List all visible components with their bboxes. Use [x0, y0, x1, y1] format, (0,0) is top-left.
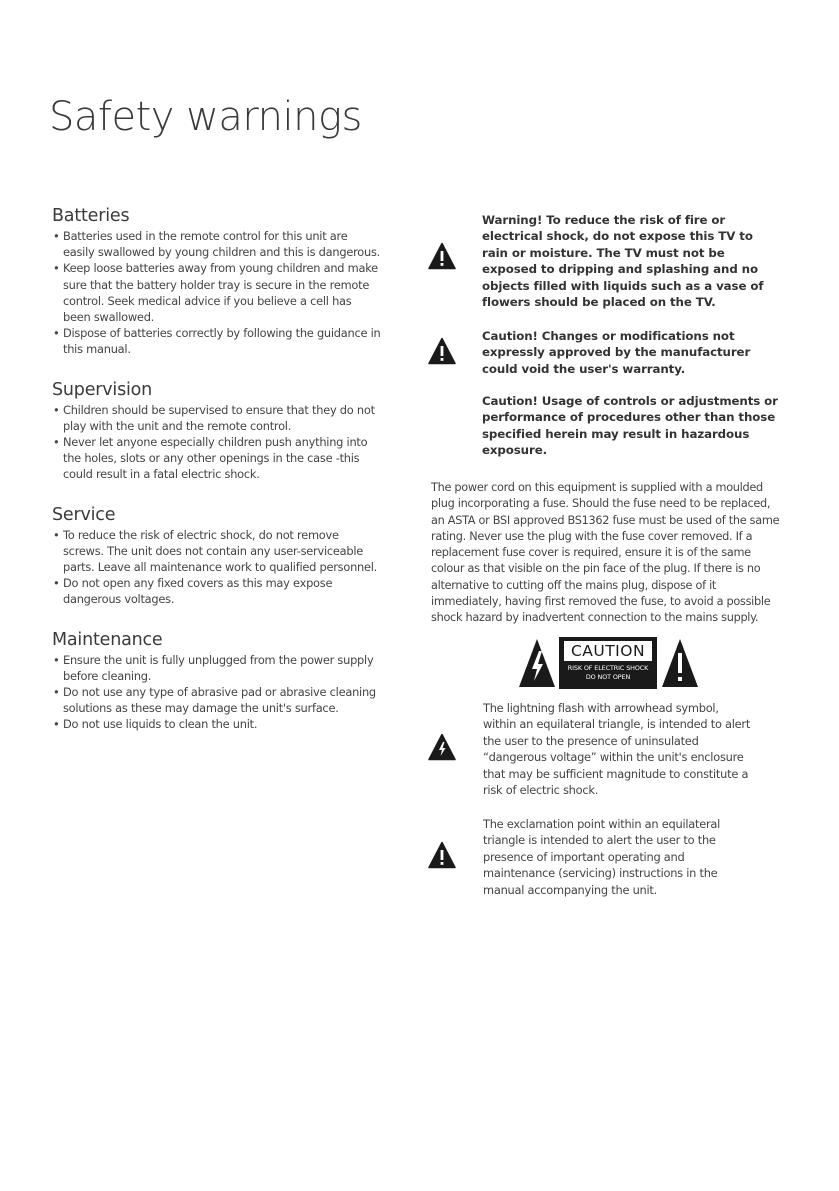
- lightning-warning-icon: [428, 733, 456, 761]
- caution-controls-block: [428, 391, 788, 461]
- lightning-explanation: The lightning flash with arrowhead symbol, within an equilateral triangle, is intended to alert the user to the presence of uninsulated “dangerous voltage” within the unit's enclosure that may be sufficient magnitude to constitute a risk of electric shock.: [483, 701, 751, 798]
- caution-line-1: RISK OF ELECTRIC SHOCK: [567, 664, 649, 672]
- warning-tv-text: Warning! To reduce the risk of fire or electrical shock, do not expose this TV to rain or moisture. The TV must not be exposed to dripping and splashing and no objects filled with liquids such as a vase of flowers should be placed on the TV.: [482, 213, 764, 310]
- list-item: • Children should be supervised to ensure that they do not play with the unit and the remote control.: [52, 402, 382, 434]
- section-batteries: [52, 206, 382, 358]
- section-supervision: [52, 380, 382, 483]
- bullet-list: [52, 228, 382, 358]
- caution-controls-text: Caution! Usage of controls or adjustments or performance of procedures other than those specified herein may result in hazardous exposure.: [482, 394, 778, 458]
- caution-label-row: [518, 637, 693, 692]
- bullet-list: [52, 652, 382, 733]
- list-item: • Never let anyone especially children push anything into the holes, slots or any other openings in the case -this could result in a fatal electric shock.: [52, 434, 382, 483]
- bullet-list: [52, 402, 382, 483]
- list-item: • Do not use liquids to clean the unit.: [52, 716, 382, 732]
- list-item: • Do not open any fixed covers as this may expose dangerous voltages.: [52, 575, 382, 607]
- page-title: Safety warnings: [49, 94, 362, 140]
- list-item: • Dispose of batteries correctly by following the guidance in this manual.: [52, 325, 382, 357]
- section-maintenance: [52, 630, 382, 733]
- exclamation-warning-icon: [428, 337, 456, 365]
- caution-changes-block: [428, 326, 788, 381]
- exclamation-warning-icon: [428, 841, 456, 869]
- bullet-list: [52, 527, 382, 608]
- caution-word: CAUTION: [563, 640, 653, 662]
- section-service: [52, 505, 382, 608]
- exclamation-warning-icon: [428, 242, 456, 270]
- section-heading: Batteries: [52, 206, 130, 226]
- list-item: • Batteries used in the remote control for this unit are easily swallowed by young children and this is dangerous.: [52, 228, 382, 260]
- left-column: [52, 206, 382, 755]
- lightning-triangle-icon: [518, 637, 556, 689]
- caution-line-2: DO NOT OPEN: [585, 673, 631, 681]
- section-heading: Service: [52, 504, 116, 525]
- fuse-paragraph: The power cord on this equipment is supplied with a moulded plug incorporating a fuse. Should the fuse need to be replaced, an ASTA or BSI approved BS1362 fuse must be used of the same rating. Never use the plug with the fuse cover removed. If a replacement fuse cover is required, ensure it is of the same colour as that visible on the pin face of the plug. If there is no alternative to cutting off the mains plug, dispose of it immediately, having first removed the fuse, to avoid a possible shock hazard by inadvertent connection to the mains supply.: [431, 481, 780, 625]
- section-heading: Maintenance: [52, 629, 163, 650]
- exclamation-explanation: The exclamation point within an equilateral triangle is intended to alert the user to the presence of important operating and maintenance (servicing) instructions in the manual accompanying the unit.: [483, 817, 721, 897]
- list-item: • To reduce the risk of electric shock, do not remove screws. The unit does not contain any user-serviceable parts. Leave all maintenance work to qualified personnel.: [52, 527, 382, 576]
- caution-changes-text: Caution! Changes or modifications not expressly approved by the manufacturer could void the user's warranty.: [482, 329, 751, 376]
- caution-label: [559, 637, 657, 689]
- exclamation-triangle-icon: [661, 637, 699, 689]
- list-item: • Keep loose batteries away from young children and make sure that the battery holder tray is secure in the remote control. Seek medical advice if you believe a cell has been swallowed.: [52, 260, 382, 325]
- list-item: • Ensure the unit is fully unplugged from the power supply before cleaning.: [52, 652, 382, 684]
- list-item: • Do not use any type of abrasive pad or abrasive cleaning solutions as these may damage the unit's surface.: [52, 684, 382, 716]
- warning-tv-block: [428, 210, 788, 310]
- section-heading: Supervision: [52, 379, 153, 400]
